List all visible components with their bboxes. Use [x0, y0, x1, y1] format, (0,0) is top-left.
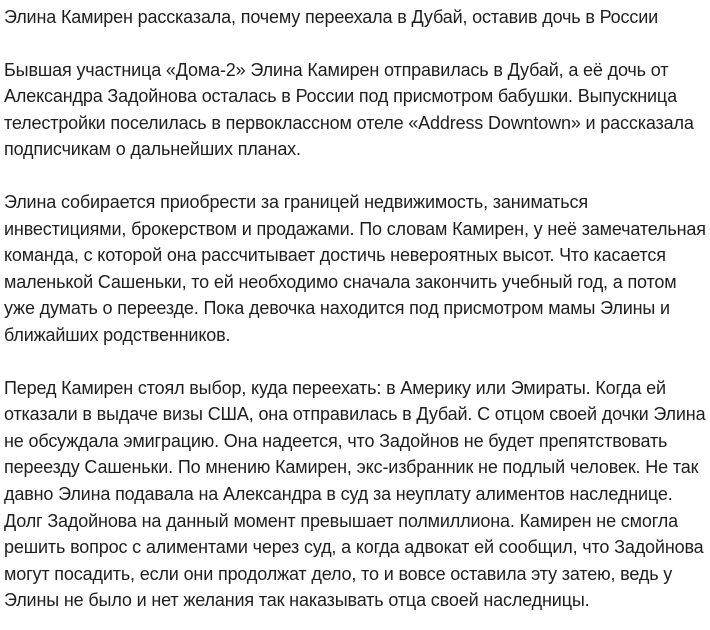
- article-headline: Элина Камирен рассказала, почему переехала в Дубай, оставив дочь в России: [4, 7, 659, 27]
- article-paragraph: Перед Камирен стоял выбор, куда переехать: в Америку или Эмираты. Когда ей отказали в выдаче визы США, она отправилась в Дубай. С отцом своей дочки Элина не обсуждала эмиграцию. Она надеется, что Задойнов не будет препятствовать переезду Сашеньки. По мнению Камирен, экс-избранник не подлый человек. Не так давно Элина подавала на Александра в суд за неуплату алиментов наследнице. Долг Задойнова на данный момент превышает полмиллиона. Камирен не смогла решить вопрос с алиментами через суд, а когда адвокат ей сообщил, что Задойнова могут посадить, если они продолжат дело, то и вовсе оставила эту затею, ведь у Элины не было и нет желания так наказывать отца своей наследницы.: [4, 377, 706, 611]
- article-paragraph: Бывшая участница «Дома-2» Элина Камирен отправилась в Дубай, а её дочь от Александра Задойнова осталась в России под присмотром бабушки. Выпускница телестройки поселилась в первоклассном отеле «Address Downtown» и рассказала подписчикам о дальнейших планах.: [4, 59, 694, 160]
- article-paragraph: Элина собирается приобрести за границей недвижимость, заниматься инвестициями, брокерством и продажами. По словам Камирен, у неё замечательная команда, с которой она рассчитывает достичь невероятных высот. Что касается маленькой Сашеньки, то ей необходимо сначала закончить учебный год, а потом уже думать о переезде. Пока девочка находится под присмотром мамы Элины и ближайших родственников.: [4, 191, 706, 345]
